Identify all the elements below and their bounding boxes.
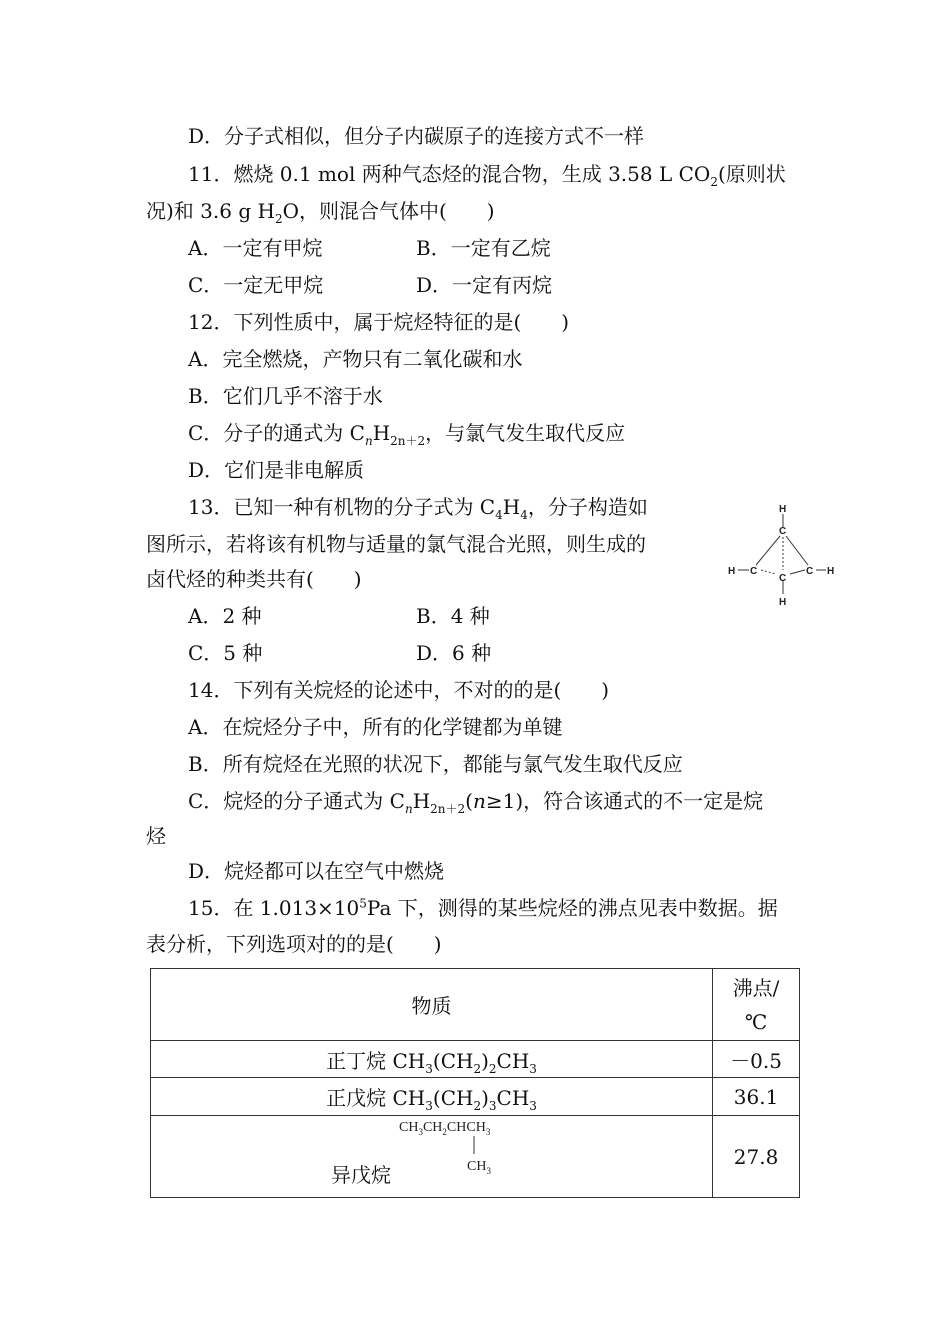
q11-option-b: B．一定有乙烷 <box>416 236 551 260</box>
header-boiling-point: 沸点/ ℃ <box>713 969 800 1041</box>
q13-stem-line2: 图所示，若将该有机物与适量的氯气混合光照，则生成的 <box>146 532 646 556</box>
table-row <box>151 1078 800 1116</box>
q12-option-d: D．它们是非电解质 <box>188 458 365 482</box>
q13-option-a: A．2 种 <box>188 604 262 628</box>
atom-h-top: H <box>779 504 787 515</box>
q14-option-d: D．烷烃都可以在空气中燃烧 <box>188 859 445 883</box>
table-header-row <box>151 969 800 1041</box>
q12-option-b: B．它们几乎不溶于水 <box>188 384 383 408</box>
q14-option-c-cont: 烃 <box>146 824 166 848</box>
q13-stem-line1: 13．已知一种有机物的分子式为 $C_4H_4$，分子构造如 <box>188 495 648 522</box>
q15-stem-line1: 15．在 $1.013\times 10^5Pa$ 下，测得的某些烷烃的沸点见表中数据。据 <box>188 896 778 920</box>
q15-stem-line2: 表分析，下列选项对的的是( ) <box>146 932 442 956</box>
q13-option-c: C．5 种 <box>188 641 263 665</box>
boiling-point-table <box>150 968 800 1198</box>
q13-option-d: D．6 种 <box>416 641 492 665</box>
atom-h-left: H <box>728 566 736 577</box>
q14-option-b: B．所有烷烃在光照的状况下，都能与氯气发生取代反应 <box>188 752 683 776</box>
atom-c-right: C <box>806 566 814 577</box>
q13-stem-line3: 卤代烃的种类共有( ) <box>146 567 362 591</box>
boiling-point-cell: 36.1 <box>713 1078 800 1116</box>
q10-option-d: D．分子式相似，但分子内碳原子的连接方式不一样 <box>188 124 645 148</box>
q12-option-a: A．完全燃烧，产物只有二氧化碳和水 <box>188 347 523 371</box>
atom-h-right: H <box>827 566 835 577</box>
q14-stem: 14．下列有关烷烃的论述中，不对的的是( ) <box>188 678 610 702</box>
q11-stem-line1: 11．燃烧 0.1 mol 两种气态烃的混合物，生成 3.58 L $CO_2$(原则状 <box>188 162 786 189</box>
table-row <box>151 1041 800 1078</box>
q12-stem: 12．下列性质中，属于烷烃特征的是( ) <box>188 310 570 334</box>
table-row <box>151 1116 800 1198</box>
q14-option-a: A．在烷烃分子中，所有的化学键都为单键 <box>188 715 563 739</box>
atom-c-bottom: C <box>779 573 787 584</box>
atom-h-bottom: H <box>779 597 787 608</box>
q11-option-a: A．一定有甲烷 <box>188 236 323 260</box>
substance-cell: 正丁烷 $CH_3(CH_2)_2CH_3$ <box>151 1041 713 1078</box>
boiling-point-cell: －0.5 <box>713 1041 800 1078</box>
svg-text:CH3CH2CHCH3: $CH_3CH_2CHCH_3$ <box>399 1120 491 1137</box>
substance-cell <box>151 1116 713 1198</box>
boiling-point-cell: 27.8 <box>713 1116 800 1198</box>
c4h4-structure-diagram <box>726 500 836 612</box>
q11-option-d: D．一定有丙烷 <box>416 273 553 297</box>
atom-c-left: C <box>750 566 758 577</box>
svg-text:CH3: $CH_3$ <box>467 1159 491 1176</box>
atom-c-top: C <box>779 526 787 537</box>
isopentane-structure <box>397 1116 537 1182</box>
q11-stem-line2: 况)和 3.6 g $H_2O$，则混合气体中( ) <box>146 199 495 226</box>
header-substance: 物质 <box>151 969 713 1041</box>
substance-cell: 正戊烷 $CH_3(CH_2)_3CH_3$ <box>151 1078 713 1116</box>
q11-option-c: C．一定无甲烷 <box>188 273 324 297</box>
q14-option-c: C．烷烃的分子通式为 $C_nH_{2n+2}(n\ge 1)$，符合该通式的不一定是烷 <box>188 789 764 816</box>
iso-name: 异戊烷 <box>331 1163 391 1187</box>
q12-option-c: C．分子的通式为 $C_nH_{2n+2}$，与氯气发生取代反应 <box>188 421 626 448</box>
q13-option-b: B．4 种 <box>416 604 490 628</box>
